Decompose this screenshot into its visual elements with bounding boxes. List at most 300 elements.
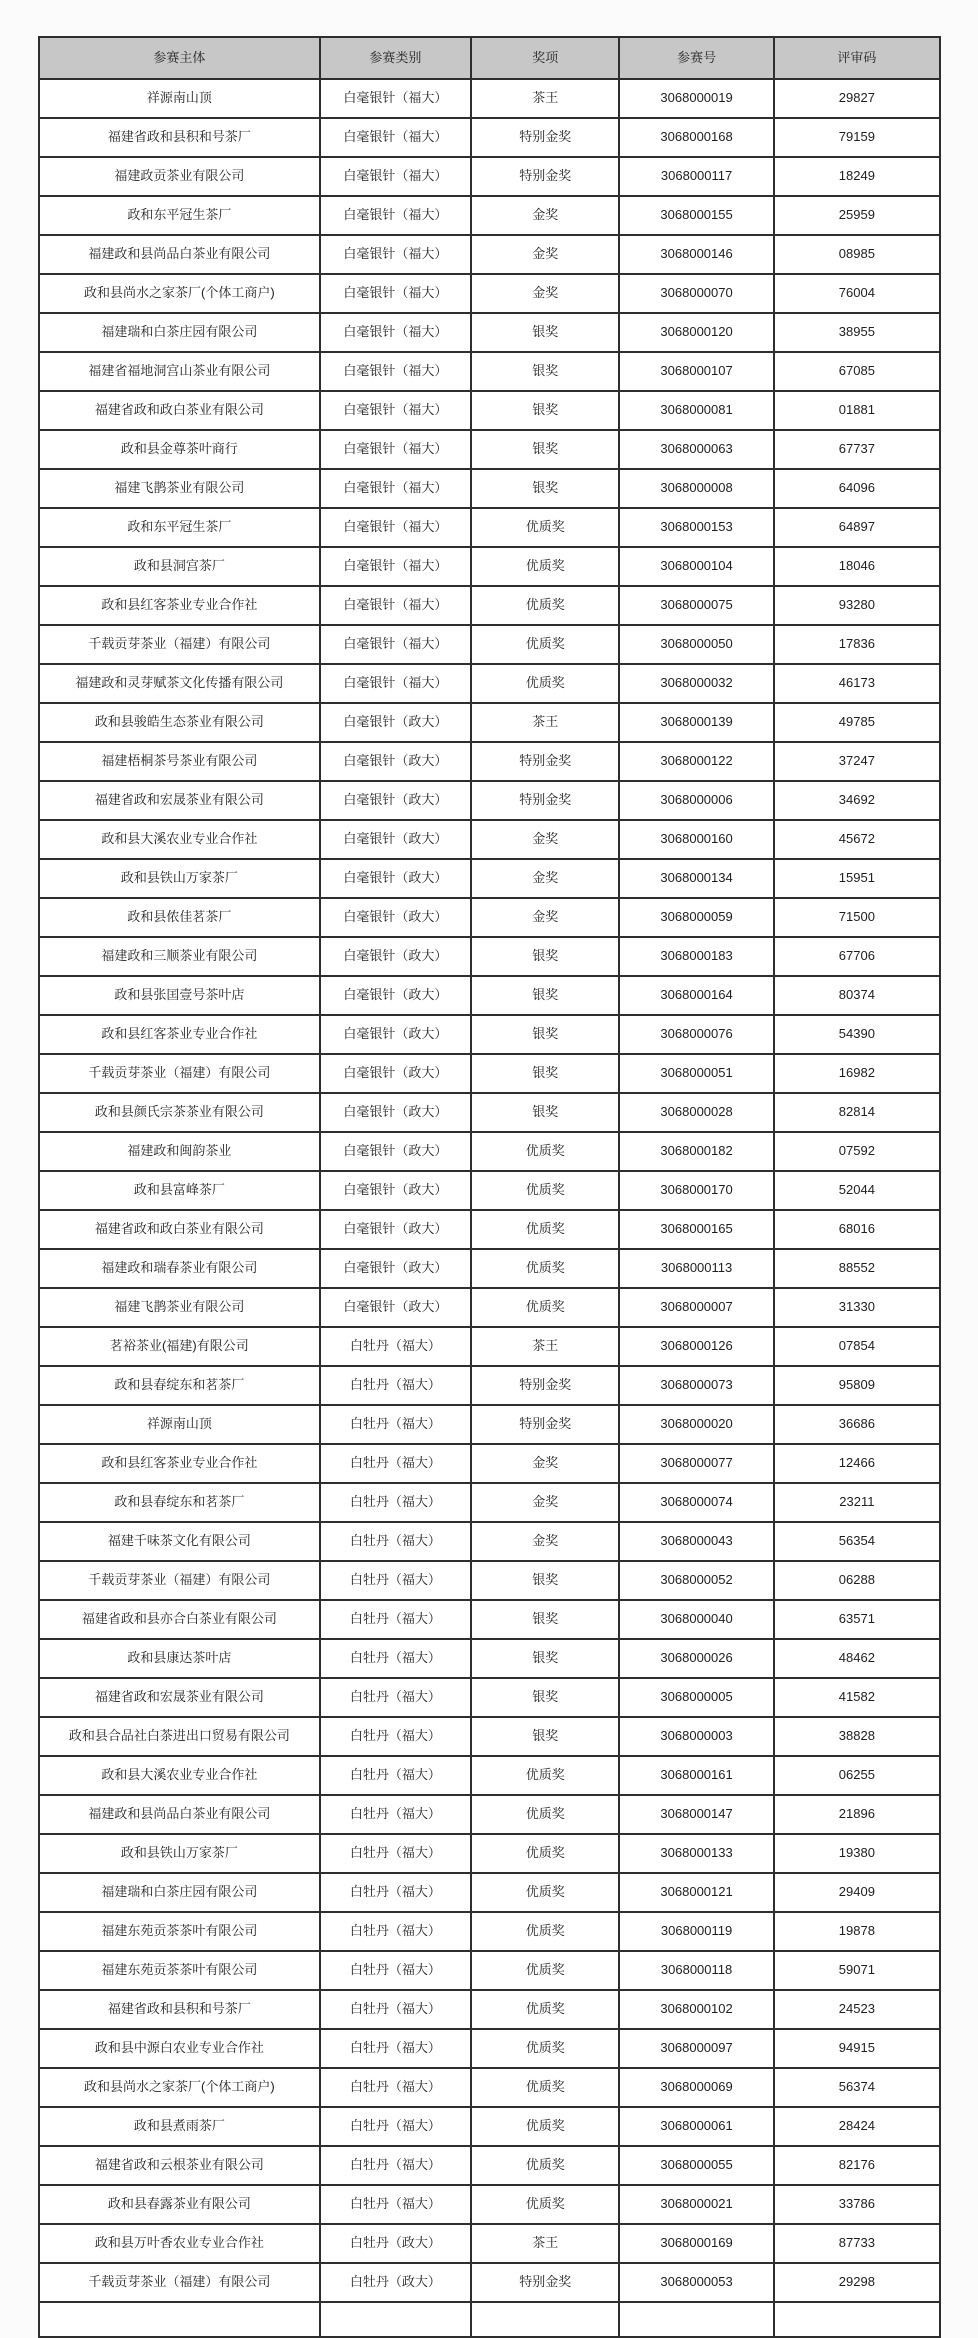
cell-entry-number: 3068000107 bbox=[618, 351, 772, 390]
cell-participant: 政和县尚水之家茶厂(个体工商户) bbox=[40, 273, 319, 312]
table-row bbox=[40, 312, 939, 351]
table-row bbox=[40, 1599, 939, 1638]
cell-category: 白牡丹（福大） bbox=[319, 2145, 470, 2184]
table-row bbox=[40, 1014, 939, 1053]
table-row bbox=[40, 1911, 939, 1950]
cell-review-code: 56354 bbox=[773, 1521, 939, 1560]
cell-review-code: 41582 bbox=[773, 1677, 939, 1716]
cell-category: 白毫银针（福大） bbox=[319, 585, 470, 624]
cell-award: 特别金奖 bbox=[470, 117, 618, 156]
cell-review-code: 63571 bbox=[773, 1599, 939, 1638]
cell-review-code: 67737 bbox=[773, 429, 939, 468]
cell-category: 白牡丹（福大） bbox=[319, 1872, 470, 1911]
cell-award: 银奖 bbox=[470, 1599, 618, 1638]
cell-award: 优质奖 bbox=[470, 624, 618, 663]
cell-entry-number: 3068000074 bbox=[618, 1482, 772, 1521]
cell-entry-number: 3068000139 bbox=[618, 702, 772, 741]
cell-category: 白毫银针（政大） bbox=[319, 1014, 470, 1053]
table-row bbox=[40, 663, 939, 702]
table-row bbox=[40, 780, 939, 819]
cell-entry-number: 3068000063 bbox=[618, 429, 772, 468]
cell-entry-number: 3068000170 bbox=[618, 1170, 772, 1209]
cell-category: 白毫银针（福大） bbox=[319, 312, 470, 351]
table-row bbox=[40, 156, 939, 195]
cell-review-code: 25959 bbox=[773, 195, 939, 234]
cell-award: 特别金奖 bbox=[470, 156, 618, 195]
cell-review-code: 06288 bbox=[773, 1560, 939, 1599]
cell-award: 优质奖 bbox=[470, 1755, 618, 1794]
table-row bbox=[40, 1872, 939, 1911]
cell-award: 银奖 bbox=[470, 429, 618, 468]
cell-category: 白牡丹（福大） bbox=[319, 1677, 470, 1716]
cell-category: 白毫银针（政大） bbox=[319, 1131, 470, 1170]
cell-category: 白毫银针（福大） bbox=[319, 234, 470, 273]
cell-entry-number: 3068000122 bbox=[618, 741, 772, 780]
table-row bbox=[40, 819, 939, 858]
table-row bbox=[40, 78, 939, 117]
table-row bbox=[40, 1755, 939, 1794]
cell-award: 优质奖 bbox=[470, 1833, 618, 1872]
table-row bbox=[40, 975, 939, 1014]
cell-entry-number: 3068000051 bbox=[618, 1053, 772, 1092]
cell-review-code: 64897 bbox=[773, 507, 939, 546]
cell-award: 银奖 bbox=[470, 1677, 618, 1716]
cell-award: 银奖 bbox=[470, 1053, 618, 1092]
cell-award: 金奖 bbox=[470, 195, 618, 234]
cell-entry-number: 3068000077 bbox=[618, 1443, 772, 1482]
cell-participant: 福建省政和云根茶业有限公司 bbox=[40, 2145, 319, 2184]
cell-entry-number: 3068000076 bbox=[618, 1014, 772, 1053]
table-row bbox=[40, 1248, 939, 1287]
cell-review-code: 08985 bbox=[773, 234, 939, 273]
cell-category: 白毫银针（福大） bbox=[319, 390, 470, 429]
cell-review-code: 46173 bbox=[773, 663, 939, 702]
cell-award: 优质奖 bbox=[470, 1287, 618, 1326]
cell-category: 白牡丹（福大） bbox=[319, 1482, 470, 1521]
column-header-category: 参赛类别 bbox=[319, 38, 470, 78]
cell-award: 优质奖 bbox=[470, 663, 618, 702]
cell-category: 白牡丹（福大） bbox=[319, 1911, 470, 1950]
cell-award: 优质奖 bbox=[470, 585, 618, 624]
cell-review-code: 38955 bbox=[773, 312, 939, 351]
cell-category: 白牡丹（福大） bbox=[319, 1443, 470, 1482]
cell-entry-number: 3068000164 bbox=[618, 975, 772, 1014]
cell-review-code bbox=[773, 2301, 939, 2338]
cell-entry-number: 3068000118 bbox=[618, 1950, 772, 1989]
table-row bbox=[40, 1365, 939, 1404]
cell-award: 茶王 bbox=[470, 1326, 618, 1365]
cell-award: 优质奖 bbox=[470, 507, 618, 546]
cell-review-code: 23211 bbox=[773, 1482, 939, 1521]
cell-review-code: 59071 bbox=[773, 1950, 939, 1989]
cell-entry-number: 3068000160 bbox=[618, 819, 772, 858]
cell-review-code: 94915 bbox=[773, 2028, 939, 2067]
cell-category: 白牡丹（福大） bbox=[319, 2067, 470, 2106]
table-row bbox=[40, 1833, 939, 1872]
cell-review-code: 45672 bbox=[773, 819, 939, 858]
cell-category: 白毫银针（福大） bbox=[319, 273, 470, 312]
cell-review-code: 87733 bbox=[773, 2223, 939, 2262]
cell-review-code: 80374 bbox=[773, 975, 939, 1014]
table-row bbox=[40, 2028, 939, 2067]
cell-review-code: 18046 bbox=[773, 546, 939, 585]
cell-participant: 政和县金尊茶叶商行 bbox=[40, 429, 319, 468]
table-row bbox=[40, 1677, 939, 1716]
cell-category: 白牡丹（政大） bbox=[319, 2223, 470, 2262]
cell-review-code: 33786 bbox=[773, 2184, 939, 2223]
cell-entry-number: 3068000032 bbox=[618, 663, 772, 702]
cell-review-code: 28424 bbox=[773, 2106, 939, 2145]
cell-participant: 福建政和县尚品白茶业有限公司 bbox=[40, 1794, 319, 1833]
cell-category: 白毫银针（政大） bbox=[319, 741, 470, 780]
cell-participant: 政和县洞宫茶厂 bbox=[40, 546, 319, 585]
table-row bbox=[40, 1092, 939, 1131]
cell-category: 白毫银针（福大） bbox=[319, 156, 470, 195]
cell-review-code: 95809 bbox=[773, 1365, 939, 1404]
cell-participant: 政和县张囯壹号茶叶店 bbox=[40, 975, 319, 1014]
cell-category: 白牡丹（福大） bbox=[319, 1365, 470, 1404]
cell-participant: 茗裕茶业(福建)有限公司 bbox=[40, 1326, 319, 1365]
cell-review-code: 31330 bbox=[773, 1287, 939, 1326]
cell-category: 白牡丹（福大） bbox=[319, 1560, 470, 1599]
cell-entry-number: 3068000169 bbox=[618, 2223, 772, 2262]
cell-review-code: 54390 bbox=[773, 1014, 939, 1053]
cell-entry-number: 3068000007 bbox=[618, 1287, 772, 1326]
cell-participant: 福建瑞和白茶庄园有限公司 bbox=[40, 1872, 319, 1911]
cell-participant: 政和县大溪农业专业合作社 bbox=[40, 819, 319, 858]
table-row bbox=[40, 741, 939, 780]
cell-entry-number: 3068000028 bbox=[618, 1092, 772, 1131]
table-row bbox=[40, 1443, 939, 1482]
cell-review-code: 82176 bbox=[773, 2145, 939, 2184]
cell-category: 白毫银针（政大） bbox=[319, 1209, 470, 1248]
cell-participant: 政和县春绽东和茗茶厂 bbox=[40, 1482, 319, 1521]
table-row bbox=[40, 1638, 939, 1677]
cell-review-code: 82814 bbox=[773, 1092, 939, 1131]
cell-participant: 福建瑞和白茶庄园有限公司 bbox=[40, 312, 319, 351]
cell-category: 白牡丹（福大） bbox=[319, 1716, 470, 1755]
cell-award: 优质奖 bbox=[470, 2145, 618, 2184]
table-body bbox=[40, 78, 939, 2301]
cell-review-code: 12466 bbox=[773, 1443, 939, 1482]
table-row bbox=[40, 507, 939, 546]
cell-award: 金奖 bbox=[470, 1443, 618, 1482]
cell-entry-number: 3068000120 bbox=[618, 312, 772, 351]
cell-category: 白牡丹（福大） bbox=[319, 1989, 470, 2028]
cell-entry-number: 3068000104 bbox=[618, 546, 772, 585]
awards-table bbox=[38, 36, 941, 2338]
cell-category: 白牡丹（福大） bbox=[319, 1794, 470, 1833]
table-row bbox=[40, 1950, 939, 1989]
cell-entry-number: 3068000069 bbox=[618, 2067, 772, 2106]
cell-review-code: 06255 bbox=[773, 1755, 939, 1794]
cell-award: 茶王 bbox=[470, 702, 618, 741]
table-row bbox=[40, 1989, 939, 2028]
cell-review-code: 19380 bbox=[773, 1833, 939, 1872]
table-row bbox=[40, 624, 939, 663]
cell-entry-number: 3068000053 bbox=[618, 2262, 772, 2301]
cell-entry-number: 3068000168 bbox=[618, 117, 772, 156]
table-row bbox=[40, 1131, 939, 1170]
cell-review-code: 29298 bbox=[773, 2262, 939, 2301]
cell-award: 银奖 bbox=[470, 1014, 618, 1053]
cell-entry-number: 3068000126 bbox=[618, 1326, 772, 1365]
cell-participant: 福建政和闽韵茶业 bbox=[40, 1131, 319, 1170]
cell-review-code: 48462 bbox=[773, 1638, 939, 1677]
cell-participant: 福建东苑贡茶茶叶有限公司 bbox=[40, 1911, 319, 1950]
cell-award: 茶王 bbox=[470, 2223, 618, 2262]
cell-review-code: 88552 bbox=[773, 1248, 939, 1287]
cell-review-code: 93280 bbox=[773, 585, 939, 624]
cell-award: 银奖 bbox=[470, 936, 618, 975]
table-row bbox=[40, 702, 939, 741]
cell-participant: 福建省政和县积和号茶厂 bbox=[40, 117, 319, 156]
cell-entry-number: 3068000073 bbox=[618, 1365, 772, 1404]
cell-award: 金奖 bbox=[470, 273, 618, 312]
cell-award: 优质奖 bbox=[470, 1872, 618, 1911]
table-row bbox=[40, 897, 939, 936]
cell-category: 白毫银针（福大） bbox=[319, 117, 470, 156]
cell-award: 优质奖 bbox=[470, 1911, 618, 1950]
table-row bbox=[40, 195, 939, 234]
cell-entry-number: 3068000040 bbox=[618, 1599, 772, 1638]
cell-award: 金奖 bbox=[470, 897, 618, 936]
cell-participant: 政和东平冠生茶厂 bbox=[40, 507, 319, 546]
cell-review-code: 34692 bbox=[773, 780, 939, 819]
cell-participant: 福建政贡茶业有限公司 bbox=[40, 156, 319, 195]
cell-award: 金奖 bbox=[470, 819, 618, 858]
cell-entry-number: 3068000097 bbox=[618, 2028, 772, 2067]
cell-participant: 千载贡芽茶业（福建）有限公司 bbox=[40, 1560, 319, 1599]
cell-participant: 千载贡芽茶业（福建）有限公司 bbox=[40, 624, 319, 663]
cell-award: 优质奖 bbox=[470, 1209, 618, 1248]
cell-award: 特别金奖 bbox=[470, 1365, 618, 1404]
cell-award: 特别金奖 bbox=[470, 780, 618, 819]
cell-participant: 千载贡芽茶业（福建）有限公司 bbox=[40, 1053, 319, 1092]
table-row bbox=[40, 1209, 939, 1248]
table-row bbox=[40, 546, 939, 585]
cell-entry-number: 3068000055 bbox=[618, 2145, 772, 2184]
cell-category: 白毫银针（福大） bbox=[319, 78, 470, 117]
cell-review-code: 49785 bbox=[773, 702, 939, 741]
table-row bbox=[40, 429, 939, 468]
cell-award: 特别金奖 bbox=[470, 741, 618, 780]
cell-participant: 福建政和县尚品白茶业有限公司 bbox=[40, 234, 319, 273]
cell-entry-number: 3068000008 bbox=[618, 468, 772, 507]
cell-category: 白牡丹（福大） bbox=[319, 1833, 470, 1872]
cell-participant: 福建梧桐茶号茶业有限公司 bbox=[40, 741, 319, 780]
partial-row bbox=[40, 2301, 939, 2338]
cell-category: 白牡丹（福大） bbox=[319, 1950, 470, 1989]
cell-participant: 福建飞鹊茶业有限公司 bbox=[40, 468, 319, 507]
column-header-review-code: 评审码 bbox=[773, 38, 939, 78]
cell-entry-number: 3068000146 bbox=[618, 234, 772, 273]
cell-participant: 福建飞鹊茶业有限公司 bbox=[40, 1287, 319, 1326]
cell-entry-number: 3068000161 bbox=[618, 1755, 772, 1794]
cell-review-code: 18249 bbox=[773, 156, 939, 195]
cell-participant: 祥源南山顶 bbox=[40, 78, 319, 117]
cell-award: 银奖 bbox=[470, 975, 618, 1014]
cell-entry-number: 3068000165 bbox=[618, 1209, 772, 1248]
table-row bbox=[40, 2106, 939, 2145]
cell-review-code: 68016 bbox=[773, 1209, 939, 1248]
cell-participant: 福建省政和宏晟茶业有限公司 bbox=[40, 780, 319, 819]
cell-review-code: 36686 bbox=[773, 1404, 939, 1443]
column-header-entry-number: 参赛号 bbox=[618, 38, 772, 78]
cell-category: 白毫银针（福大） bbox=[319, 546, 470, 585]
table-row bbox=[40, 936, 939, 975]
cell-category: 白毫银针（政大） bbox=[319, 819, 470, 858]
cell-award: 特别金奖 bbox=[470, 1404, 618, 1443]
cell-entry-number: 3068000153 bbox=[618, 507, 772, 546]
cell-participant: 福建省政和宏晟茶业有限公司 bbox=[40, 1677, 319, 1716]
table-row bbox=[40, 2067, 939, 2106]
table-row bbox=[40, 1521, 939, 1560]
cell-entry-number: 3068000019 bbox=[618, 78, 772, 117]
cell-review-code: 29827 bbox=[773, 78, 939, 117]
cell-participant: 政和县大溪农业专业合作社 bbox=[40, 1755, 319, 1794]
cell-entry-number: 3068000043 bbox=[618, 1521, 772, 1560]
cell-review-code: 07854 bbox=[773, 1326, 939, 1365]
table-row bbox=[40, 468, 939, 507]
cell-category: 白毫银针（政大） bbox=[319, 1053, 470, 1092]
cell-category: 白牡丹（福大） bbox=[319, 1404, 470, 1443]
cell-category: 白毫银针（政大） bbox=[319, 1287, 470, 1326]
cell-participant: 政和县骏皓生态茶业有限公司 bbox=[40, 702, 319, 741]
cell-entry-number: 3068000117 bbox=[618, 156, 772, 195]
cell-category: 白毫银针（福大） bbox=[319, 468, 470, 507]
cell-category: 白牡丹（政大） bbox=[319, 2262, 470, 2301]
cell-category: 白毫银针（福大） bbox=[319, 195, 470, 234]
cell-entry-number: 3068000020 bbox=[618, 1404, 772, 1443]
cell-entry-number: 3068000081 bbox=[618, 390, 772, 429]
cell-participant: 政和县万叶香农业专业合作社 bbox=[40, 2223, 319, 2262]
cell-award: 银奖 bbox=[470, 351, 618, 390]
table-row bbox=[40, 585, 939, 624]
cell-review-code: 52044 bbox=[773, 1170, 939, 1209]
table-row bbox=[40, 1560, 939, 1599]
cell-category: 白毫银针（政大） bbox=[319, 1170, 470, 1209]
cell-participant: 福建省政和县积和号茶厂 bbox=[40, 1989, 319, 2028]
table-row bbox=[40, 2145, 939, 2184]
table-row bbox=[40, 1053, 939, 1092]
cell-participant: 福建东苑贡茶茶叶有限公司 bbox=[40, 1950, 319, 1989]
table-row bbox=[40, 1716, 939, 1755]
cell-review-code: 19878 bbox=[773, 1911, 939, 1950]
table-row bbox=[40, 390, 939, 429]
cell-participant: 政和县红客茶业专业合作社 bbox=[40, 1443, 319, 1482]
cell-review-code: 64096 bbox=[773, 468, 939, 507]
cell-entry-number: 3068000021 bbox=[618, 2184, 772, 2223]
cell-category: 白毫银针（政大） bbox=[319, 897, 470, 936]
cell-participant: 政和县春露茶业有限公司 bbox=[40, 2184, 319, 2223]
cell-entry-number: 3068000052 bbox=[618, 1560, 772, 1599]
cell-award: 优质奖 bbox=[470, 1131, 618, 1170]
cell-category: 白毫银针（政大） bbox=[319, 1092, 470, 1131]
table-row bbox=[40, 858, 939, 897]
cell-participant: 福建政和三顺茶业有限公司 bbox=[40, 936, 319, 975]
cell-participant: 福建省政和政白茶业有限公司 bbox=[40, 1209, 319, 1248]
cell-entry-number: 3068000070 bbox=[618, 273, 772, 312]
cell-review-code: 16982 bbox=[773, 1053, 939, 1092]
cell-award: 金奖 bbox=[470, 1482, 618, 1521]
table-row bbox=[40, 273, 939, 312]
table-row bbox=[40, 2262, 939, 2301]
cell-award: 金奖 bbox=[470, 234, 618, 273]
cell-category: 白牡丹（福大） bbox=[319, 1521, 470, 1560]
cell-review-code: 67706 bbox=[773, 936, 939, 975]
cell-entry-number: 3068000003 bbox=[618, 1716, 772, 1755]
cell-award: 银奖 bbox=[470, 1716, 618, 1755]
cell-category: 白毫银针（福大） bbox=[319, 351, 470, 390]
cell-award: 优质奖 bbox=[470, 1794, 618, 1833]
table-row bbox=[40, 351, 939, 390]
cell-participant: 福建政和灵芽赋茶文化传播有限公司 bbox=[40, 663, 319, 702]
cell-award: 银奖 bbox=[470, 468, 618, 507]
cell-review-code: 67085 bbox=[773, 351, 939, 390]
cell-participant bbox=[40, 2301, 319, 2338]
cell-entry-number: 3068000133 bbox=[618, 1833, 772, 1872]
cell-entry-number: 3068000102 bbox=[618, 1989, 772, 2028]
cell-entry-number: 3068000182 bbox=[618, 1131, 772, 1170]
cell-review-code: 07592 bbox=[773, 1131, 939, 1170]
cell-review-code: 76004 bbox=[773, 273, 939, 312]
cell-participant: 政和县合品社白茶进出口贸易有限公司 bbox=[40, 1716, 319, 1755]
cell-award: 优质奖 bbox=[470, 1989, 618, 2028]
cell-category: 白牡丹（福大） bbox=[319, 2028, 470, 2067]
cell-award: 银奖 bbox=[470, 1638, 618, 1677]
cell-participant: 千载贡芽茶业（福建）有限公司 bbox=[40, 2262, 319, 2301]
cell-participant: 福建政和瑞春茶业有限公司 bbox=[40, 1248, 319, 1287]
cell-review-code: 17836 bbox=[773, 624, 939, 663]
cell-category: 白毫银针（政大） bbox=[319, 936, 470, 975]
cell-award: 银奖 bbox=[470, 390, 618, 429]
cell-entry-number: 3068000121 bbox=[618, 1872, 772, 1911]
cell-participant: 福建省政和县亦合白茶业有限公司 bbox=[40, 1599, 319, 1638]
cell-award: 优质奖 bbox=[470, 2184, 618, 2223]
cell-award: 优质奖 bbox=[470, 1950, 618, 1989]
cell-category: 白毫银针（福大） bbox=[319, 663, 470, 702]
cell-entry-number: 3068000075 bbox=[618, 585, 772, 624]
cell-review-code: 38828 bbox=[773, 1716, 939, 1755]
cell-participant: 政和县中源白农业专业合作社 bbox=[40, 2028, 319, 2067]
cell-award: 优质奖 bbox=[470, 2106, 618, 2145]
cell-category: 白牡丹（福大） bbox=[319, 1326, 470, 1365]
cell-category bbox=[319, 2301, 470, 2338]
table-row bbox=[40, 1794, 939, 1833]
cell-participant: 政和县铁山万家茶厂 bbox=[40, 1833, 319, 1872]
cell-category: 白毫银针（福大） bbox=[319, 429, 470, 468]
table-row bbox=[40, 2223, 939, 2262]
cell-review-code: 71500 bbox=[773, 897, 939, 936]
cell-review-code: 37247 bbox=[773, 741, 939, 780]
table-row bbox=[40, 1170, 939, 1209]
cell-entry-number: 3068000006 bbox=[618, 780, 772, 819]
cell-category: 白毫银针（政大） bbox=[319, 1248, 470, 1287]
cell-participant: 祥源南山顶 bbox=[40, 1404, 319, 1443]
cell-entry-number bbox=[618, 2301, 772, 2338]
table-row bbox=[40, 1287, 939, 1326]
cell-participant: 政和县尚水之家茶厂(个体工商户) bbox=[40, 2067, 319, 2106]
cell-participant: 政和县颜氏宗茶茶业有限公司 bbox=[40, 1092, 319, 1131]
column-header-award: 奖项 bbox=[470, 38, 618, 78]
cell-category: 白毫银针（福大） bbox=[319, 507, 470, 546]
cell-award: 银奖 bbox=[470, 1560, 618, 1599]
cell-category: 白毫银针（政大） bbox=[319, 780, 470, 819]
cell-participant: 政和县煮雨茶厂 bbox=[40, 2106, 319, 2145]
cell-entry-number: 3068000134 bbox=[618, 858, 772, 897]
cell-category: 白牡丹（福大） bbox=[319, 2184, 470, 2223]
